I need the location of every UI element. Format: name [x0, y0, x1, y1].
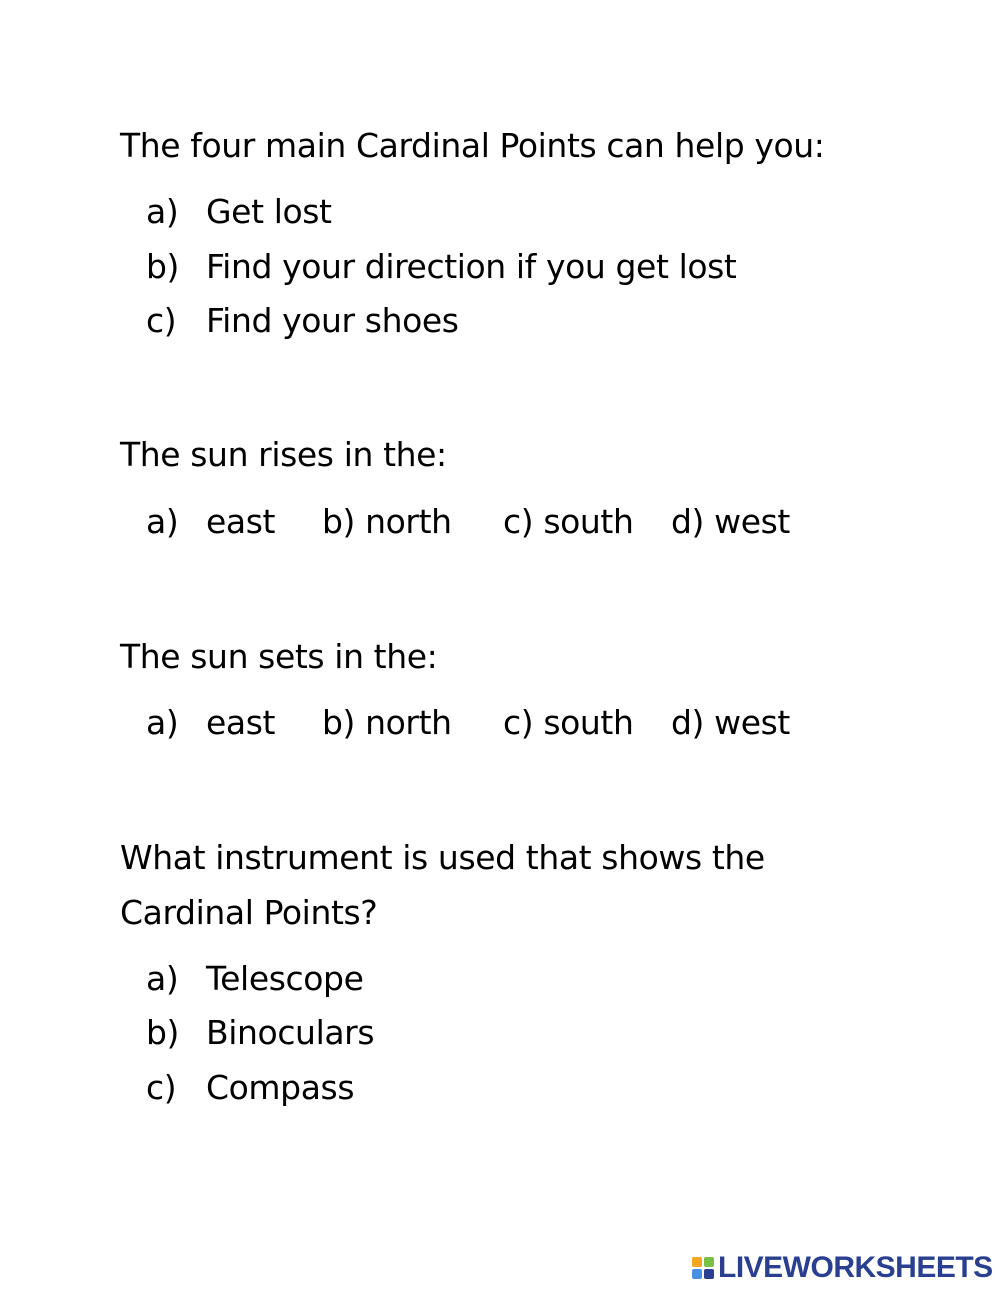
option-letter: a)	[146, 703, 179, 742]
option-text: north	[365, 502, 452, 541]
option-letter: c)	[146, 301, 177, 340]
question-4-prompt-line-2: Cardinal Points?	[120, 893, 378, 932]
option-text: north	[365, 703, 452, 742]
logo-square-1	[692, 1257, 702, 1267]
option-text: Compass	[206, 1068, 355, 1107]
logo-square-3	[692, 1269, 702, 1279]
option-letter: a)	[146, 502, 179, 541]
question-3-option-d[interactable]	[671, 703, 790, 743]
option-letter: b)	[322, 502, 356, 541]
option-letter: c)	[503, 703, 534, 742]
option-letter: d)	[671, 502, 705, 541]
option-letter: a)	[146, 959, 179, 998]
option-text: Binoculars	[206, 1013, 375, 1052]
logo-square-2	[704, 1257, 714, 1267]
question-1-option-a[interactable]	[0, 192, 1000, 232]
question-3-prompt: The sun sets in the:	[120, 637, 438, 676]
question-4-option-b[interactable]	[0, 1013, 1000, 1053]
option-text: west	[714, 703, 790, 742]
option-text: Find your direction if you get lost	[206, 247, 737, 286]
question-2-option-d[interactable]	[671, 502, 790, 542]
question-2-option-c[interactable]	[503, 502, 633, 542]
liveworksheets-logo	[692, 1252, 993, 1284]
option-text: Find your shoes	[206, 301, 459, 340]
option-text: Telescope	[206, 959, 364, 998]
option-text: Get lost	[206, 192, 332, 231]
option-letter: d)	[671, 703, 705, 742]
question-4-prompt-line-1: What instrument is used that shows the	[120, 838, 765, 877]
question-3-option-c[interactable]	[503, 703, 633, 743]
logo-mark-icon	[692, 1257, 714, 1279]
question-1-prompt: The four main Cardinal Points can help you:	[120, 126, 825, 165]
option-letter: a)	[146, 192, 179, 231]
logo-square-4	[704, 1269, 714, 1279]
option-letter: b)	[146, 1013, 180, 1052]
option-letter: b)	[322, 703, 356, 742]
question-3-option-b[interactable]	[322, 703, 452, 743]
question-2-prompt: The sun rises in the:	[120, 435, 447, 474]
question-2-option-a[interactable]	[146, 502, 178, 542]
option-letter: c)	[146, 1068, 177, 1107]
option-text: south	[543, 703, 634, 742]
question-3-option-a[interactable]	[146, 703, 178, 743]
question-1-option-c[interactable]	[0, 301, 1000, 341]
option-letter: c)	[503, 502, 534, 541]
question-4-option-c[interactable]	[0, 1068, 1000, 1108]
question-3-option-a-text[interactable]: east	[206, 703, 276, 742]
question-1-option-b[interactable]	[0, 247, 1000, 287]
question-2-option-b[interactable]	[322, 502, 452, 542]
option-letter: b)	[146, 247, 180, 286]
logo-text: LIVEWORKSHEETS	[718, 1251, 993, 1284]
question-4-option-a[interactable]	[0, 959, 1000, 999]
option-text: west	[714, 502, 790, 541]
option-text: south	[543, 502, 634, 541]
question-2-option-a-text[interactable]: east	[206, 502, 276, 541]
